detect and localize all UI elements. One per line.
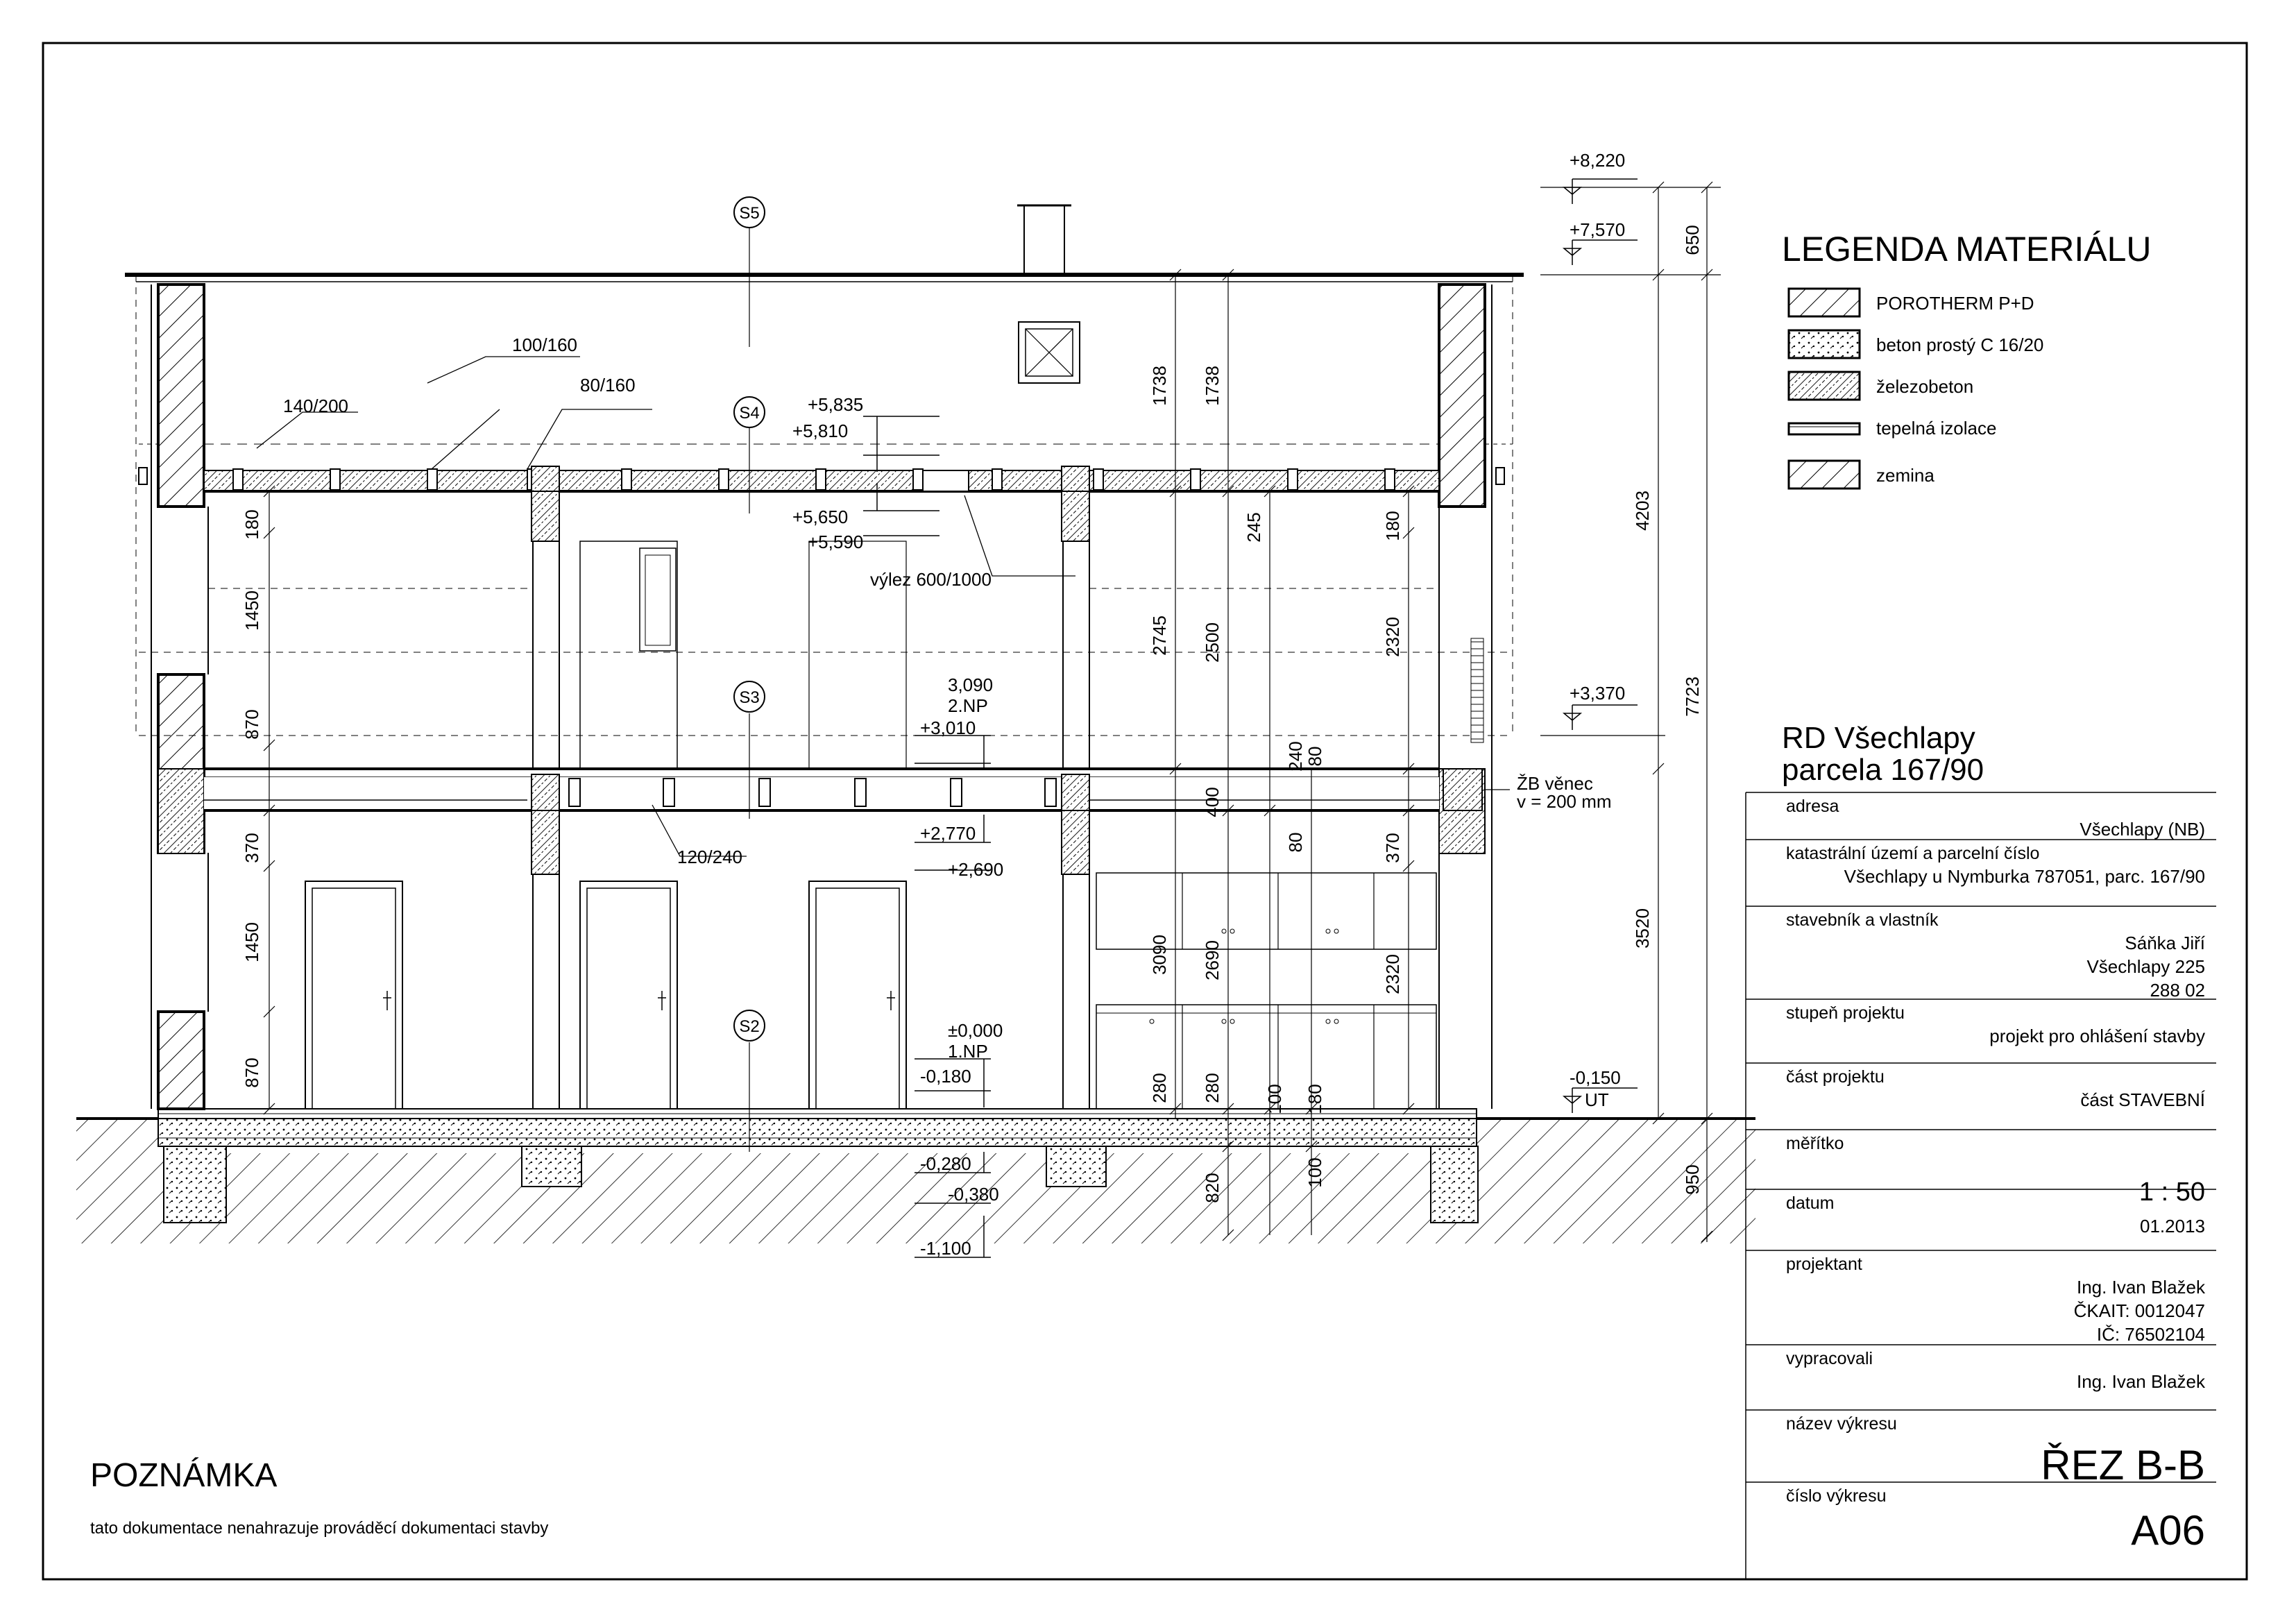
dim-r-370: 370 xyxy=(1382,833,1403,863)
dim-c-280-b: 280 xyxy=(1202,1073,1223,1103)
dim-o-4203: 4203 xyxy=(1632,491,1653,531)
dimension-lines xyxy=(264,182,1721,1242)
dim-c-80-b: 80 xyxy=(1285,832,1306,853)
tb-value: ČKAIT: 0012047 xyxy=(2073,1300,2205,1321)
dim-left-370: 370 xyxy=(241,833,262,863)
legend-title: LEGENDA MATERIÁLU xyxy=(1782,230,2152,269)
label-beam-80-160: 80/160 xyxy=(580,375,636,396)
tb-caption: stupeň projektu xyxy=(1786,1003,1905,1023)
material-legend xyxy=(1782,230,2152,488)
label-beam-100-160: 100/160 xyxy=(512,334,577,355)
tb-caption: číslo výkresu xyxy=(1786,1486,1887,1506)
dim-o-650: 650 xyxy=(1682,225,1703,255)
attic-beam xyxy=(1288,469,1298,490)
dim-left-870-l: 870 xyxy=(241,1057,262,1088)
project-name: RD Všechlapy xyxy=(1782,721,1975,755)
attic-beam xyxy=(719,469,729,490)
project-parcel: parcela 167/90 xyxy=(1782,753,1984,787)
tb-value: Ing. Ivan Blažek xyxy=(2077,1371,2205,1392)
dim-c-280-a: 280 xyxy=(1149,1073,1170,1103)
tb-value: IČ: 76502104 xyxy=(2096,1324,2205,1345)
floor-beam xyxy=(759,779,770,806)
tb-caption: měřítko xyxy=(1786,1134,1844,1153)
note-block xyxy=(90,1457,548,1538)
tb-caption: stavebník a vlastník xyxy=(1786,910,1939,930)
dim-c-240: 240 xyxy=(1285,741,1306,772)
label-venec-2: v = 200 mm xyxy=(1517,791,1612,812)
dim-left-1450-l: 1450 xyxy=(241,922,262,962)
dim-r-2320-u: 2320 xyxy=(1382,617,1403,657)
dim-c-180: 180 xyxy=(1304,1084,1325,1114)
legend-swatch-zemina xyxy=(1789,461,1860,488)
level-2np-name: 2.NP xyxy=(948,695,988,716)
level-markers xyxy=(863,179,1638,1257)
attic-beam xyxy=(1094,469,1103,490)
level-1np-structure: -0,180 xyxy=(920,1066,971,1087)
dim-left-1450-u: 1450 xyxy=(241,590,262,631)
tb-caption: název výkresu xyxy=(1786,1414,1897,1434)
note-text: tato dokumentace nenahrazuje prováděcí dokumentaci stavby xyxy=(90,1519,549,1538)
dim-c-2500: 2500 xyxy=(1202,622,1223,663)
attic-beam xyxy=(330,469,340,490)
legend-swatch-izolace xyxy=(1789,423,1860,434)
attic-beam xyxy=(622,469,631,490)
dim-o-7723: 7723 xyxy=(1682,677,1703,717)
tb-value: Všechlapy (NB) xyxy=(2080,819,2205,840)
dim-o-950: 950 xyxy=(1682,1164,1703,1195)
section-marker-s3: S3 xyxy=(739,688,760,707)
tb-value: ŘEZ B-B xyxy=(2041,1442,2205,1488)
legend-label-izolace: tepelná izolace xyxy=(1876,418,1997,439)
guide-lines xyxy=(139,588,1513,736)
tb-caption: katastrální území a parcelní číslo xyxy=(1786,844,2040,863)
tb-value: Všechlapy 225 xyxy=(2086,956,2205,977)
tb-value: projekt pro ohlášení stavby xyxy=(1989,1026,2205,1046)
tb-caption: adresa xyxy=(1786,797,1839,816)
dim-c-80-a: 80 xyxy=(1304,746,1325,767)
level-roof-top: +5,835 xyxy=(808,394,864,415)
dim-c-820: 820 xyxy=(1202,1173,1223,1203)
level-terrain-label: UT xyxy=(1585,1089,1609,1110)
dim-c-3090: 3090 xyxy=(1149,935,1170,975)
tb-value: A06 xyxy=(2131,1507,2205,1554)
level-roof-mid: +5,810 xyxy=(792,420,849,441)
dim-c-2745: 2745 xyxy=(1149,615,1170,656)
legend-label-zemina: zemina xyxy=(1876,465,1934,486)
tb-value: 1 : 50 xyxy=(2138,1178,2205,1207)
level-2np-structure: +3,010 xyxy=(920,717,976,738)
level-2np-finish: 3,090 xyxy=(948,674,994,695)
tb-caption: projektant xyxy=(1786,1255,1862,1274)
level-ceiling-top: +5,650 xyxy=(792,507,849,527)
tb-value: Všechlapy u Nymburka 787051, parc. 167/90 xyxy=(1844,866,2205,887)
floor-beam xyxy=(1045,779,1056,806)
level-ceiling-bottom: +5,590 xyxy=(808,532,864,552)
tb-value: 01.2013 xyxy=(2140,1216,2205,1237)
level-ridge: +8,220 xyxy=(1570,150,1626,171)
dim-o-3520: 3520 xyxy=(1632,908,1653,949)
level-eave: +7,570 xyxy=(1570,219,1626,240)
dim-c-245: 245 xyxy=(1243,512,1264,543)
label-venec-1: ŽB věnec xyxy=(1517,773,1593,794)
dim-left-870-u: 870 xyxy=(241,709,262,740)
attic-beam xyxy=(913,469,923,490)
dim-c-1738-b: 1738 xyxy=(1202,366,1223,406)
label-hatch-opening: výlez 600/1000 xyxy=(870,569,992,590)
floor-beam xyxy=(663,779,674,806)
tb-caption: datum xyxy=(1786,1193,1835,1213)
label-beam-140-200: 140/200 xyxy=(283,396,348,416)
dim-c-400: 400 xyxy=(1202,787,1223,817)
attic-beam xyxy=(1385,469,1395,490)
tb-value: Ing. Ivan Blažek xyxy=(2077,1277,2205,1298)
title-block xyxy=(1746,721,2216,1579)
level-1np-name: 1.NP xyxy=(948,1041,988,1062)
level-2np-ext: +3,370 xyxy=(1570,683,1626,704)
dim-c-100-a: 100 xyxy=(1264,1084,1285,1114)
legend-label-beton: beton prostý C 16/20 xyxy=(1876,334,2044,355)
level-foundation-c: -1,100 xyxy=(920,1238,971,1259)
dim-c-1738-a: 1738 xyxy=(1149,366,1170,406)
tb-caption: vypracovali xyxy=(1786,1349,1873,1368)
level-foundation-a: -0,280 xyxy=(920,1153,971,1174)
section-marker-s2: S2 xyxy=(739,1017,760,1036)
level-terrain: -0,150 xyxy=(1570,1067,1621,1088)
attic-beam xyxy=(427,469,437,490)
label-beam-120-240: 120/240 xyxy=(677,847,742,867)
attic-beam xyxy=(816,469,826,490)
floor-beam xyxy=(569,779,580,806)
legend-swatch-beton xyxy=(1789,330,1860,358)
doors xyxy=(305,541,906,1109)
section-marker-s5: S5 xyxy=(739,204,760,223)
level-slab-b: +2,690 xyxy=(948,859,1004,880)
legend-swatch-zelezobeton xyxy=(1789,372,1860,400)
dim-c-2690: 2690 xyxy=(1202,940,1223,980)
attic-beam xyxy=(233,469,243,490)
dim-left-180: 180 xyxy=(241,509,262,540)
level-slab-a: +2,770 xyxy=(920,823,976,844)
upper-floor-slab xyxy=(204,769,1439,810)
tb-caption: část projektu xyxy=(1786,1067,1885,1087)
drawing-text xyxy=(283,150,1625,1259)
tb-value: Sáňka Jiří xyxy=(2125,933,2205,953)
legend-swatch-porotherm xyxy=(1789,289,1860,316)
tb-value: část STAVEBNÍ xyxy=(2080,1089,2205,1110)
dim-r-2320-l: 2320 xyxy=(1382,954,1403,994)
legend-label-zelezobeton: železobeton xyxy=(1876,376,1974,397)
legend-label-porotherm: POROTHERM P+D xyxy=(1876,293,2034,314)
level-1np-finish: ±0,000 xyxy=(948,1020,1003,1041)
note-title: POZNÁMKA xyxy=(90,1457,278,1494)
dim-c-100-b: 100 xyxy=(1304,1157,1325,1188)
attic-beam xyxy=(1191,469,1200,490)
floor-beam xyxy=(951,779,962,806)
attic-beam xyxy=(992,469,1002,490)
section-marker-s4: S4 xyxy=(739,404,760,423)
dim-r-180: 180 xyxy=(1382,511,1403,541)
level-foundation-b: -0,380 xyxy=(948,1184,999,1205)
insulation-strip xyxy=(1471,638,1483,742)
tb-value: 288 02 xyxy=(2150,980,2205,1001)
floor-beam xyxy=(855,779,866,806)
